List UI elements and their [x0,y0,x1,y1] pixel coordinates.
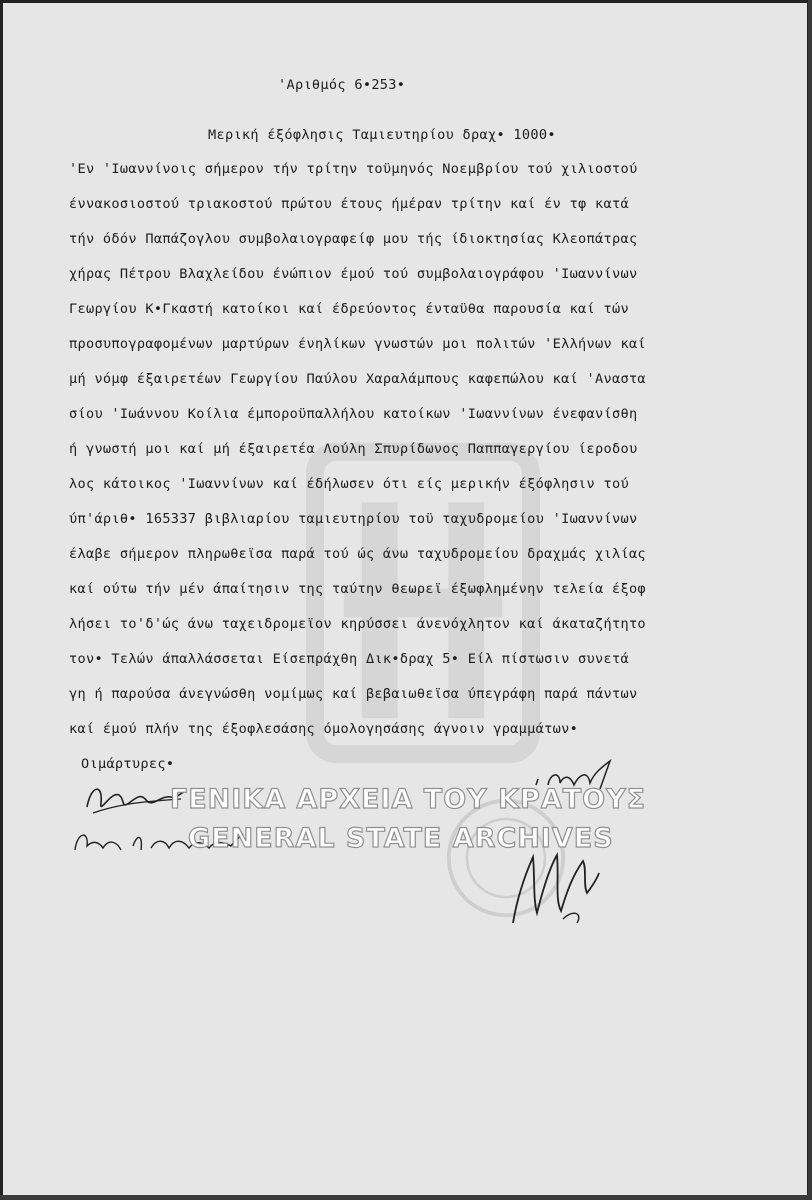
scan-edge-bottom [0,1195,812,1200]
document-number: 'Αριθμός 6•253• [278,77,406,93]
body-line: έννακοσιοστού τριακοστού πρώτου έτους ήμέραν τρίτην καί έν τφ κατά [69,196,629,212]
document-title: Μερική έξόφλησις Ταμιευτηρίου δραχ• 1000• [208,127,556,143]
body-line: σίου 'Ιωάννου Κοίλια έμποροϋπαλλήλου κατοίκων 'Ιωαννίνων ένεφανίσθη [69,406,638,422]
archive-watermark-english: GENERAL STATE ARCHIVES [188,823,614,854]
body-line: γη ή παρούσα άνεγνώσθη νομίμως καί βεβαιωθεϊσα ύπεγράφη παρά πάντων [69,686,638,702]
body-line: προσυπογραφομένων μαρτύρων ένηλίκων γνωστών μοι πολιτών 'Ελλήνων καί [69,336,646,352]
body-line: χήρας Πέτρου Βλαχλείδου ένώπιον έμού τού συμβολαιογράφου 'Ιωαννίνων [69,266,638,282]
body-line: ή γνωστή μοι καί μή έξαιρετέα Λούλη Σπυρίδωνος Παππαγεργίου ίεροδου [69,441,638,457]
body-line: έλαβε σήμερον πληρωθεϊσα παρά τού ώς άνω ταχυδρομείου δραχμάς χιλίας [69,546,646,562]
archive-watermark-greek: ΓΕΝΙΚΑ ΑΡΧΕΙΑ ΤΟΥ ΚΡΑΤΟΥΣ [170,784,647,815]
body-line: τήν όδόν Παπάζογλου συμβολαιογραφείφ μου τής ίδιοκτησίας Κλεοπάτρας [69,231,638,247]
body-line: 'Εν 'Ιωαννίνοις σήμερον τήν τρίτην τοϋμηνός Νοεμβρίου τού χιλιοστού [69,161,638,177]
body-line: λήσει το'δ'ώς άνω ταχειδρομεϊον κηρύσσει άνενόχλητον καί άκαταζήτητο [69,616,646,632]
body-line: ύπ'άριθ• 165337 βιβλιαρίου ταμιευτηρίου τοϋ ταχυδρομείου 'Ιωαννίνων [69,511,638,527]
body-line: καί έμού πλήν της έξοφλεσάσης όμολογησάσης άγνοιν γραμμάτων• [69,721,579,737]
body-line: Γεωργίου Κ•Γκαστή κατοίκοι καί έδρεύοντος ένταϋθα παρουσία καί τών [69,301,629,317]
body-line: λος κάτοικος 'Ιωαννίνων καί έδήλωσεν ότι είς μερικήν έξόφλησιν τού [69,476,629,492]
document-page [3,3,807,1195]
body-line: τον• Τελών άπαλλάσσεται Είσεπράχθη Δικ•δραχ 5• Είλ πίστωσιν συνετά [69,651,629,667]
body-line: καί ούτω τήν μέν άπαίτησιν της ταύτην θεωρεϊ έξωφλημένην τελεία έξοφ [69,581,646,597]
witnesses-label: Οιμάρτυρες• [81,756,175,772]
body-line: μή νόμφ έξαιρετέων Γεωργίου Παύλου Χαραλάμπους καφεπώλου καί 'Αναστα [69,371,646,387]
scan-edge-right [808,0,812,1200]
